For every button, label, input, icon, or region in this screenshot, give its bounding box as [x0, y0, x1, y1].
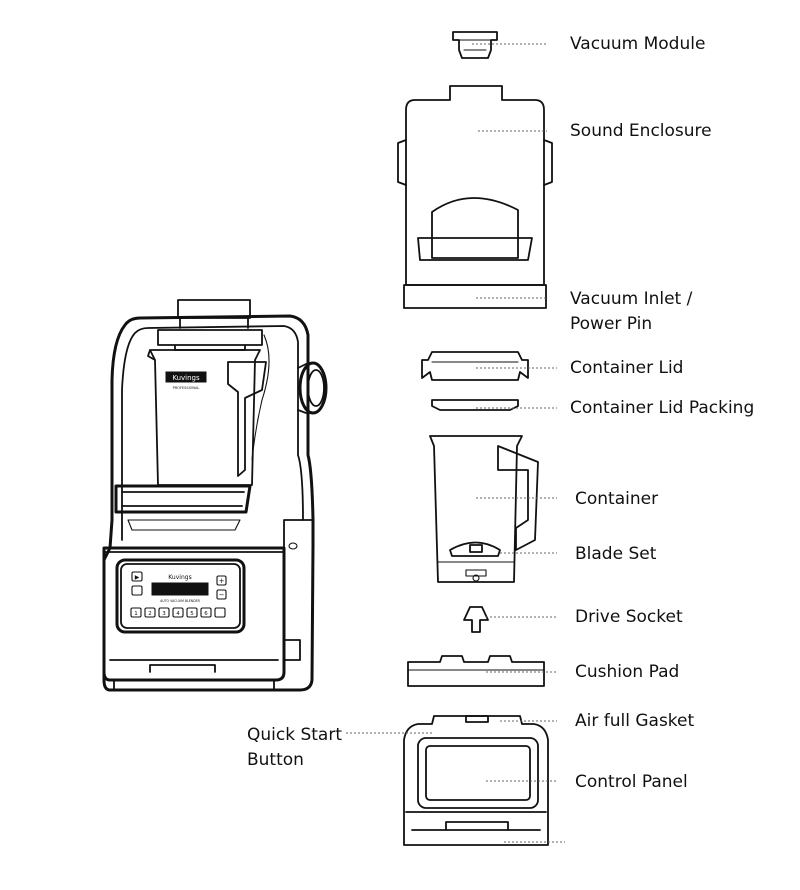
- part-sound-enclosure: [398, 86, 552, 308]
- label-vacuum-inlet-line1: Vacuum Inlet /: [570, 289, 693, 309]
- keypad-label: 5: [190, 611, 194, 617]
- blender-side-knob: [298, 363, 326, 413]
- blender-door-band: [116, 486, 250, 512]
- keypad-label: 1: [134, 611, 138, 617]
- blender-housing-inner: [122, 326, 303, 540]
- label-sound-enclosure: Sound Enclosure: [570, 121, 712, 141]
- part-cushion-pad: [408, 656, 544, 686]
- blender-side-screw: [289, 543, 297, 549]
- label-container: Container: [575, 489, 659, 509]
- label-container-lid: Container Lid: [570, 358, 684, 378]
- leader-lines: [346, 44, 565, 842]
- blender-container-handle: [228, 362, 266, 476]
- part-container: [430, 436, 538, 582]
- play-pause-icon: ▶: [134, 574, 140, 581]
- keypad-label: 6: [204, 611, 208, 617]
- keypad-label: 4: [176, 611, 180, 617]
- blender-display: [152, 583, 208, 595]
- label-drive-socket: Drive Socket: [575, 607, 683, 627]
- keypad-label: 2: [148, 611, 152, 617]
- label-blade-set: Blade Set: [575, 544, 657, 564]
- blender-logo-plate: [166, 372, 206, 390]
- blender-stop-key[interactable]: [215, 608, 225, 617]
- label-container-lid-packing: Container Lid Packing: [570, 398, 755, 418]
- blender-rear-port: [284, 640, 300, 660]
- label-cushion-pad: Cushion Pad: [575, 662, 680, 682]
- label-vacuum-module: Vacuum Module: [570, 34, 706, 54]
- blender-logo-text: Kuvings: [172, 374, 200, 382]
- blender-tagline-text: PROFESSIONAL: [172, 386, 200, 390]
- label-control-panel: Control Panel: [575, 772, 688, 792]
- label-vacuum-inlet-line2: Power Pin: [570, 314, 653, 334]
- blender-keypad: [131, 608, 225, 617]
- blender-container-jar: [148, 350, 260, 485]
- keypad-label: 3: [162, 611, 166, 617]
- minus-icon: −: [218, 591, 225, 599]
- part-vacuum-module: [453, 32, 497, 58]
- blender-side-seam: [284, 520, 312, 660]
- blender-lid-top: [158, 330, 262, 350]
- label-air-full-gasket: Air full Gasket: [575, 711, 695, 731]
- plus-icon: +: [218, 577, 225, 585]
- assembled-blender: [104, 300, 326, 690]
- blender-panel-logo: Kuvings: [168, 574, 192, 581]
- part-container-lid: [422, 352, 528, 380]
- blender-top-handle: [178, 300, 250, 328]
- blender-housing-outline: [104, 316, 313, 690]
- label-quick-start-line1: Quick Start: [247, 725, 343, 745]
- part-drive-socket: [464, 607, 488, 632]
- blender-control-panel: [117, 560, 244, 632]
- blender-door-band-detail: [122, 492, 244, 506]
- blender-panel-text: AUTO VACUUM BLENDER: [160, 599, 200, 603]
- blender-base-foot: [110, 660, 278, 690]
- blender-pulse-key[interactable]: [132, 586, 142, 595]
- blender-base-window: [128, 520, 240, 530]
- label-quick-start-line2: Button: [247, 750, 304, 770]
